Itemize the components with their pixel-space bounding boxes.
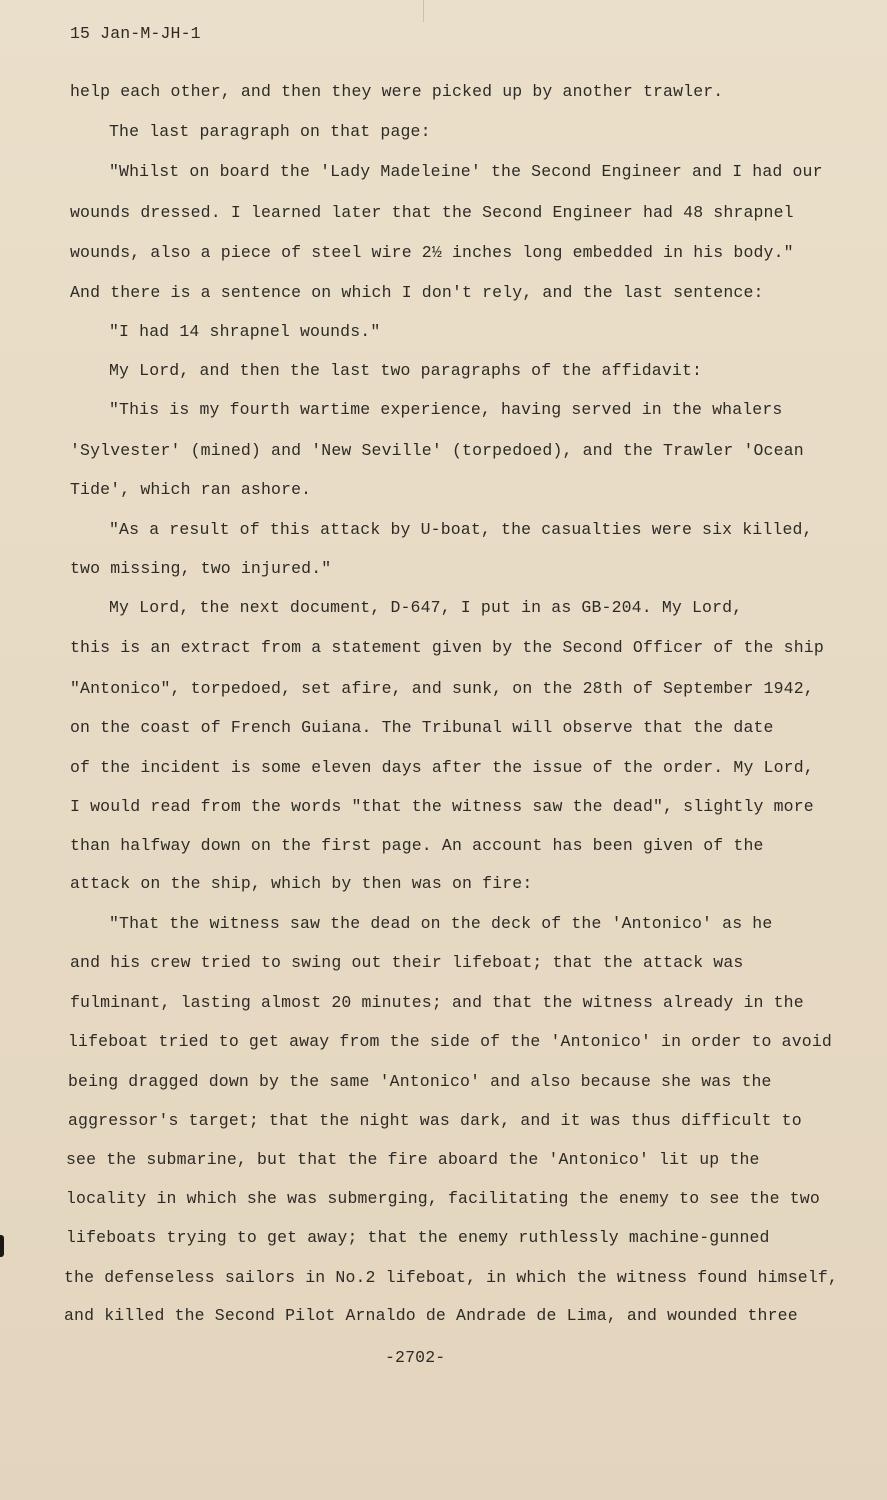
text-line: this is an extract from a statement given by the Second Officer of the ship — [70, 638, 824, 657]
text-line: see the submarine, but that the fire aboard the 'Antonico' lit up the — [66, 1150, 760, 1169]
page-number: -2702- — [385, 1348, 446, 1367]
document-reference: 15 Jan-M-JH-1 — [70, 24, 201, 43]
text-line: I would read from the words "that the witness saw the dead", slightly more — [70, 797, 814, 816]
text-line: attack on the ship, which by then was on fire: — [70, 874, 533, 893]
text-line: lifeboat tried to get away from the side of the 'Antonico' in order to avoid — [68, 1032, 832, 1051]
text-line: aggressor's target; that the night was dark, and it was thus difficult to — [68, 1111, 802, 1130]
text-line: "This is my fourth wartime experience, having served in the whalers — [109, 400, 783, 419]
text-line: "That the witness saw the dead on the deck of the 'Antonico' as he — [109, 914, 773, 933]
text-line: "I had 14 shrapnel wounds." — [109, 322, 381, 341]
text-line: help each other, and then they were picked up by another trawler. — [70, 82, 724, 101]
text-line: And there is a sentence on which I don't rely, and the last sentence: — [70, 283, 764, 302]
text-line: of the incident is some eleven days after the issue of the order. My Lord, — [70, 758, 814, 777]
text-line: "As a result of this attack by U-boat, the casualties were six killed, — [109, 520, 813, 539]
text-line: My Lord, the next document, D-647, I put in as GB-204. My Lord, — [109, 598, 743, 617]
text-line: wounds dressed. I learned later that the Second Engineer had 48 shrapnel — [70, 203, 794, 222]
text-line: the defenseless sailors in No.2 lifeboat, in which the witness found himself, — [64, 1268, 838, 1287]
text-line: on the coast of French Guiana. The Tribunal will observe that the date — [70, 718, 774, 737]
paper-fold-mark — [423, 0, 424, 22]
text-line: than halfway down on the first page. An account has been given of the — [70, 836, 764, 855]
binding-mark — [0, 1235, 4, 1257]
text-line: The last paragraph on that page: — [109, 122, 431, 141]
text-line: locality in which she was submerging, facilitating the enemy to see the two — [66, 1189, 820, 1208]
text-line: "Antonico", torpedoed, set afire, and sunk, on the 28th of September 1942, — [70, 679, 814, 698]
text-line: and killed the Second Pilot Arnaldo de Andrade de Lima, and wounded three — [64, 1306, 798, 1325]
text-line: wounds, also a piece of steel wire 2½ inches long embedded in his body." — [70, 243, 794, 262]
text-line: Tide', which ran ashore. — [70, 480, 312, 499]
text-line: lifeboats trying to get away; that the enemy ruthlessly machine-gunned — [66, 1228, 770, 1247]
text-line: fulminant, lasting almost 20 minutes; and that the witness already in the — [70, 993, 804, 1012]
text-line: My Lord, and then the last two paragraphs of the affidavit: — [109, 361, 703, 380]
text-line: and his crew tried to swing out their lifeboat; that the attack was — [70, 953, 744, 972]
text-line: being dragged down by the same 'Antonico' and also because she was the — [68, 1072, 772, 1091]
text-line: 'Sylvester' (mined) and 'New Seville' (torpedoed), and the Trawler 'Ocean — [70, 441, 804, 460]
text-line: "Whilst on board the 'Lady Madeleine' the Second Engineer and I had our — [109, 162, 823, 181]
text-line: two missing, two injured." — [70, 559, 332, 578]
